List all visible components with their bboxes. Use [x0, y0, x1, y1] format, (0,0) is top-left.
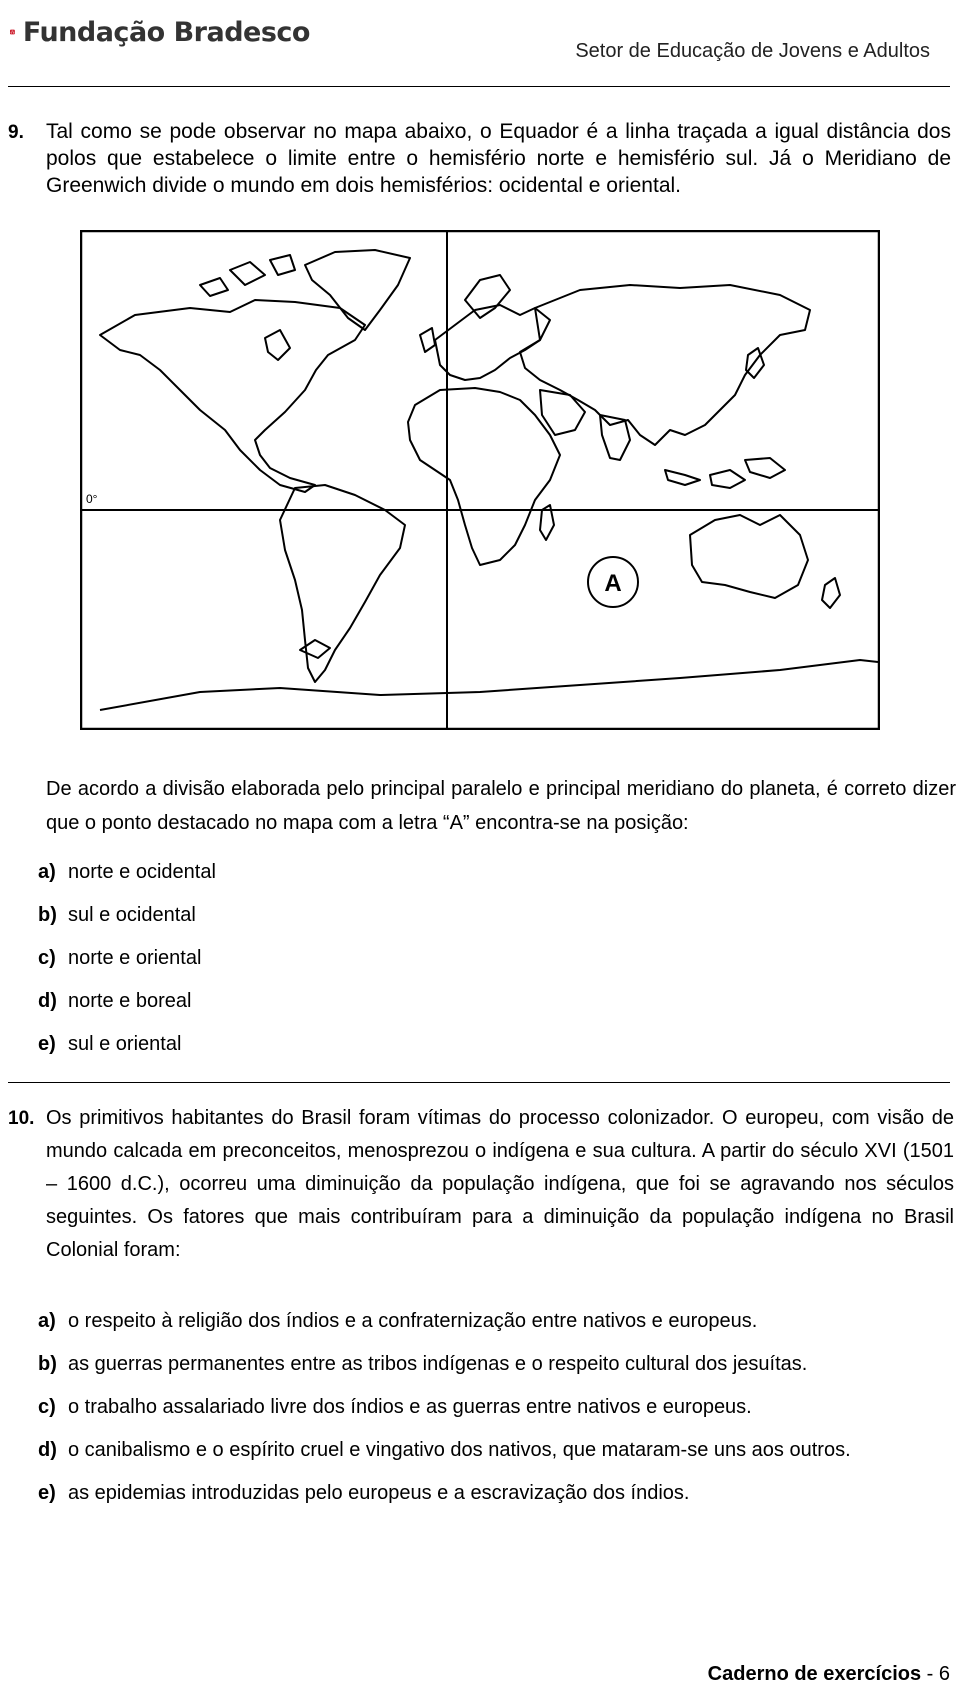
option-9c[interactable]	[38, 947, 201, 970]
option-letter: a)	[38, 1310, 56, 1332]
page-footer	[708, 1663, 950, 1686]
option-text: sul e oriental	[68, 1033, 182, 1055]
question-text: Tal como se pode observar no mapa abaixo, o Equador é a linha traçada a igual distância dos polos que estabelece o limite entre o hemisfério norte e hemisfério sul. Já o Meridiano de Greenwich divide o mundo em dois hemisférios: ocidental e oriental.	[46, 120, 951, 197]
question-text: Os primitivos habitantes do Brasil foram vítimas do processo colonizador. O europeu, com visão de mundo calcada em preconceitos, menosprezou o indígena e sua cultura. A partir do século XVI (1501 – 1600 d.C.), ocorreu uma diminuição da população indígena, que foi se agravando nos séculos seguintes. Os fatores que mais contribuíram para a diminuição da população indígena no Brasil Colonial foram:	[46, 1107, 954, 1261]
option-9a[interactable]	[38, 861, 216, 884]
option-10c[interactable]	[38, 1396, 752, 1419]
question-prompt: De acordo a divisão elaborada pelo principal paralelo e principal meridiano do planeta, é correto dizer que o ponto destacado no mapa com a letra “A” encontra-se na posição:	[46, 778, 956, 834]
point-a-label: A	[604, 570, 622, 597]
option-letter: d)	[38, 990, 57, 1012]
logo-text: Fundação Bradesco	[22, 16, 310, 48]
option-text: norte e boreal	[68, 990, 192, 1012]
option-letter: e)	[38, 1033, 56, 1055]
option-10d[interactable]	[38, 1439, 851, 1462]
option-text: norte e oriental	[68, 947, 202, 969]
brand-logo	[10, 8, 310, 56]
option-text: o trabalho assalariado livre dos índios e as guerras entre nativos e europeus.	[68, 1396, 752, 1418]
question-number: 10.	[8, 1108, 35, 1129]
bradesco-logo-icon	[10, 8, 15, 56]
option-letter: b)	[38, 1353, 57, 1375]
equator-label: 0°	[86, 492, 98, 506]
header-divider	[8, 86, 950, 87]
footer-separator: -	[921, 1663, 939, 1685]
option-letter: c)	[38, 1396, 56, 1418]
option-text: norte e ocidental	[68, 861, 216, 883]
header-sector: Setor de Educação de Jovens e Adultos	[575, 40, 930, 62]
option-9b[interactable]	[38, 904, 196, 927]
option-text: as epidemias introduzidas pelo europeus e a escravização dos índios.	[68, 1482, 690, 1504]
option-letter: a)	[38, 861, 56, 883]
footer-label: Caderno de exercícios	[707, 1663, 922, 1685]
question-9	[8, 118, 954, 197]
option-9d[interactable]	[38, 990, 191, 1013]
question-number: 9.	[8, 122, 24, 143]
option-9e[interactable]	[38, 1033, 181, 1056]
page-number: 6	[938, 1663, 950, 1685]
section-divider	[8, 1082, 950, 1083]
option-text: o canibalismo e o espírito cruel e vingativo dos nativos, que mataram-se uns aos outros.	[68, 1439, 851, 1461]
question-10	[8, 1102, 954, 1261]
option-letter: d)	[38, 1439, 57, 1461]
option-text: sul e ocidental	[68, 904, 196, 926]
option-letter: e)	[38, 1482, 56, 1504]
option-letter: c)	[38, 947, 56, 969]
option-10b[interactable]	[38, 1353, 807, 1376]
world-map	[80, 230, 880, 730]
option-text: o respeito à religião dos índios e a confraternização entre nativos e europeus.	[68, 1310, 758, 1332]
option-10e[interactable]	[38, 1482, 689, 1505]
option-letter: b)	[38, 904, 57, 926]
option-10a[interactable]	[38, 1310, 757, 1333]
option-text: as guerras permanentes entre as tribos indígenas e o respeito cultural dos jesuítas.	[68, 1353, 808, 1375]
